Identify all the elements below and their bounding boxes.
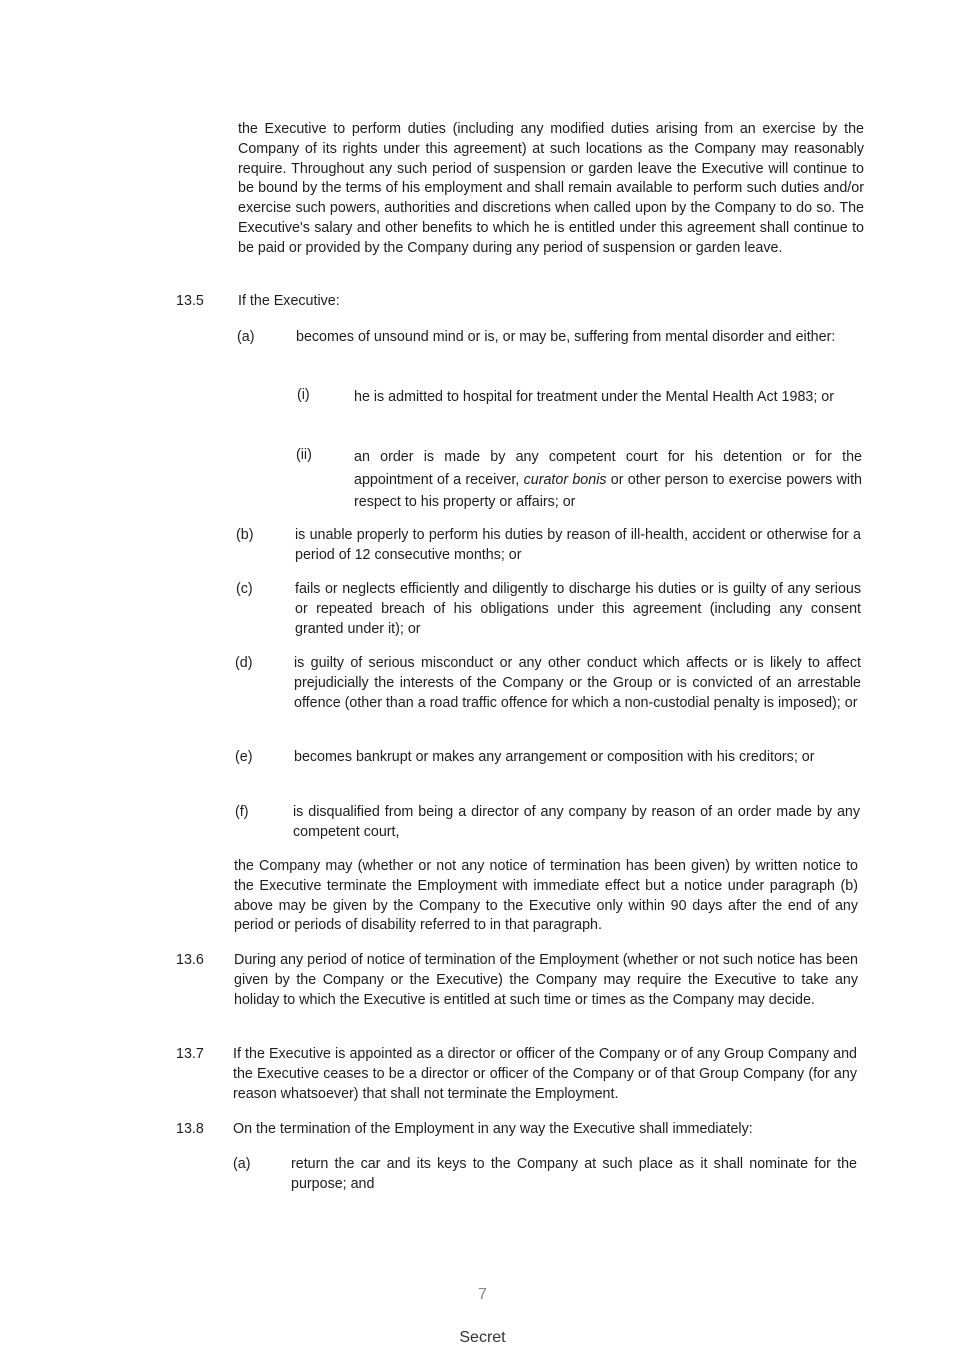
item-b-label: (b) xyxy=(236,527,254,543)
item-a-ii-text: an order is made by any competent court for his detention or for the appointment of a receiver, curator bonis or other person to exercise powers with respect to his property or affairs; or xyxy=(354,449,862,510)
clause-13-7-text: If the Executive is appointed as a director or officer of the Company or of any Group Company and the Executive ceases to be a director or officer of the Company or of that Group Company (for any reason whatsoever) that shall not terminate the Employment. xyxy=(233,1046,857,1102)
item-c-text: fails or neglects efficiently and diligently to discharge his duties or is guilty of any serious or repeated breach of his obligations under this agreement (including any consent granted under it); or xyxy=(295,581,861,637)
clause-13-8-number: 13.8 xyxy=(176,1121,204,1137)
clause-13-5-number: 13.5 xyxy=(176,293,204,309)
clause-13-7-number: 13.7 xyxy=(176,1046,204,1062)
item-b-text: is unable properly to perform his duties by reason of ill-health, accident or otherwise for a period of 12 consecutive months; or xyxy=(295,527,861,563)
item-c-label: (c) xyxy=(236,581,253,597)
clause-13-6-number: 13.6 xyxy=(176,952,204,968)
clause-13-8-text: On the termination of the Employment in any way the Executive shall immediately: xyxy=(233,1121,753,1137)
classification-label: Secret xyxy=(459,1329,506,1346)
item-a-text: becomes of unsound mind or is, or may be, suffering from mental disorder and either: xyxy=(296,329,836,345)
item-a-ii-label: (ii) xyxy=(296,447,312,463)
item-d-label: (d) xyxy=(235,655,253,671)
item-e-text: becomes bankrupt or makes any arrangement or composition with his creditors; or xyxy=(294,749,815,765)
item-a-label: (a) xyxy=(237,329,255,345)
page-number: 7 xyxy=(478,1286,487,1303)
curator-bonis-italic: curator bonis xyxy=(523,471,607,488)
item-d-text: is guilty of serious misconduct or any other conduct which affects or is likely to affect prejudicially the interests of the Company or the Group or is convicted of an arrestable offence (other than a road traffic offence for which a non-custodial penalty is imposed); or xyxy=(294,655,861,711)
clause-13-8-item-a-label: (a) xyxy=(233,1156,251,1172)
intro-paragraph: the Executive to perform duties (including any modified duties arising from an exercise by the Company of its rights under this agreement) at such locations as the Company may reasonably require. Throughout any such period of suspension or garden leave the Executive will continue to be bound by the terms of his employment and shall remain available to perform such duties and/or exercise such powers, authorities and discretions when called upon by the Company to do so. The Executive's salary and other benefits to which he is entitled under this agreement shall continue to be paid or provided by the Company during any period of suspension or garden leave. xyxy=(238,121,864,256)
clause-13-5-tail: the Company may (whether or not any notice of termination has been given) by written notice to the Executive terminate the Employment with immediate effect but a notice under paragraph (b) above may be given by the Company to the Executive only within 90 days after the end of any period or periods of disability referred to in that paragraph. xyxy=(234,858,858,934)
item-f-text: is disqualified from being a director of any company by reason of an order made by any competent court, xyxy=(293,804,860,840)
item-e-label: (e) xyxy=(235,749,253,765)
item-f-label: (f) xyxy=(235,804,249,820)
clause-13-8-item-a-text: return the car and its keys to the Company at such place as it shall nominate for the purpose; and xyxy=(291,1156,857,1192)
clause-13-5-lead: If the Executive: xyxy=(238,293,340,309)
item-a-i-text: he is admitted to hospital for treatment under the Mental Health Act 1983; or xyxy=(354,389,835,405)
item-a-i-label: (i) xyxy=(297,387,310,403)
clause-13-6-text: During any period of notice of termination of the Employment (whether or not such notice has been given by the Company or the Executive) the Company may require the Executive to take any holiday to which the Executive is entitled at such time or times as the Company may decide. xyxy=(234,952,858,1008)
